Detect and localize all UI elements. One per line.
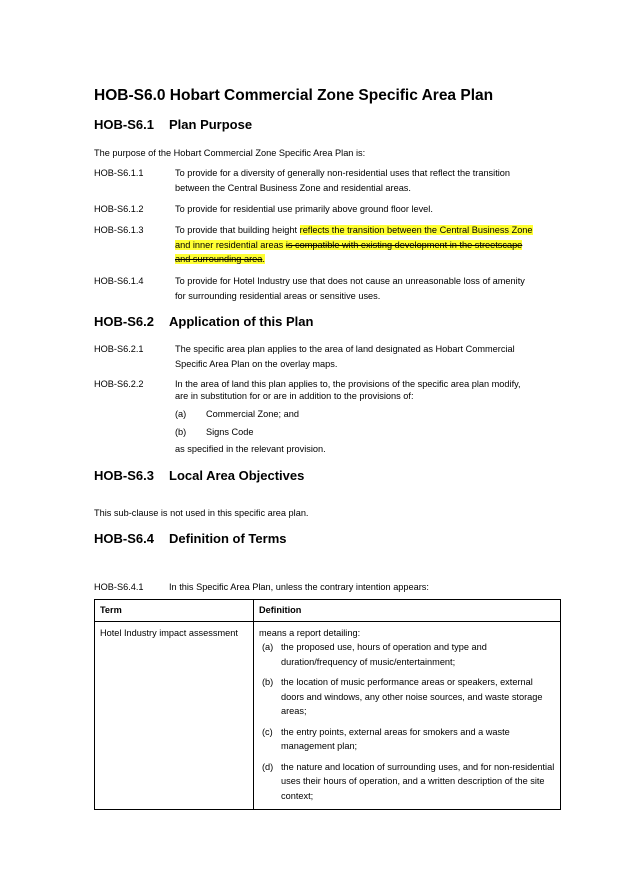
clause-hob-s6-2-1 xyxy=(94,342,534,371)
clause-text: In the area of land this plan applies to, the provisions of the specific area plan modify, are in substitution for or are in addition to the provisions of: xyxy=(175,379,521,401)
local-area-objectives-text: This sub-clause is not used in this specific area plan. xyxy=(94,508,309,518)
clause-text: To provide for residential use primarily above ground floor level. xyxy=(175,204,433,214)
clause-text: To provide for Hotel Industry use that does not cause an unreasonable loss of amenity for surrounding residential areas or sensitive uses. xyxy=(175,276,525,301)
column-header-definition: Definition xyxy=(254,600,561,622)
section-title: Definition of Terms xyxy=(169,531,287,546)
definition-item-label: (b) xyxy=(262,677,274,687)
clause-number: HOB-S6.2.2 xyxy=(94,379,144,389)
application-tail-text: as specified in the relevant provision. xyxy=(175,444,326,454)
list-label: (b) xyxy=(175,427,187,437)
definition-item-text: the entry points, external areas for smokers and a waste management plan; xyxy=(281,726,510,751)
section-heading-plan-purpose xyxy=(94,117,252,132)
term-cell: Hotel Industry impact assessment xyxy=(95,622,254,810)
clause-text-plain: To provide that building height xyxy=(175,225,300,235)
clause-text xyxy=(175,223,534,267)
section-title: Local Area Objectives xyxy=(169,468,305,483)
definition-intro: means a report detailing: xyxy=(259,628,361,638)
definition-item xyxy=(259,760,555,804)
highlighted-insertion: reflects the transition between the Central Business Zone and inner residential areas is compatible with existing development in the streetscape and surrounding area. xyxy=(175,225,533,264)
section-number: HOB-S6.3 xyxy=(94,468,154,483)
clause-number: HOB-S6.1.1 xyxy=(94,168,144,178)
clause-text: The specific area plan applies to the area of land designated as Hobart Commercial Specific Area Plan on the overlay maps. xyxy=(175,344,515,369)
section-number: HOB-S6.1 xyxy=(94,117,154,132)
section-heading-definition-of-terms xyxy=(94,531,286,546)
page-title: HOB-S6.0 Hobart Commercial Zone Specific Area Plan xyxy=(94,87,494,104)
clause-hob-s6-1-2 xyxy=(94,202,534,217)
section-title: Application of this Plan xyxy=(169,314,314,329)
definition-cell xyxy=(254,622,561,810)
section-heading-application xyxy=(94,314,313,329)
column-header-term: Term xyxy=(95,600,254,622)
list-text: Signs Code xyxy=(206,427,254,437)
clause-hob-s6-1-1 xyxy=(94,166,534,195)
clause-number: HOB-S6.2.1 xyxy=(94,344,144,354)
clause-text: To provide for a diversity of generally non-residential uses that reflect the transition between the Central Business Zone and residential areas. xyxy=(175,168,511,193)
section-number: HOB-S6.4 xyxy=(94,531,154,546)
definition-item-label: (c) xyxy=(262,726,273,737)
section-title: Plan Purpose xyxy=(169,117,253,132)
clause-hob-s6-1-4 xyxy=(94,274,534,303)
struck-deletion: is compatible with existing development in the streetscape and surrounding area xyxy=(175,239,523,264)
clause-text: In this Specific Area Plan, unless the contrary intention appears: xyxy=(169,582,429,592)
clause-hob-s6-4-1 xyxy=(94,580,429,595)
definition-item-label: (a) xyxy=(262,642,274,652)
definition-item-label: (d) xyxy=(262,761,274,772)
clause-number: HOB-S6.4.1 xyxy=(94,582,144,592)
definition-item xyxy=(259,675,555,719)
list-label: (a) xyxy=(175,409,187,419)
definition-item-text: the proposed use, hours of operation and type and duration/frequency of music/entertainment; xyxy=(281,642,487,667)
clause-hob-s6-1-3 xyxy=(94,223,534,267)
definitions-table xyxy=(94,599,561,810)
definition-item xyxy=(259,725,555,754)
list-item xyxy=(175,409,299,419)
plan-purpose-intro: The purpose of the Hobart Commercial Zone Specific Area Plan is: xyxy=(94,148,366,158)
clause-number: HOB-S6.1.2 xyxy=(94,204,144,214)
list-item xyxy=(175,427,254,437)
clause-hob-s6-2-2 xyxy=(94,379,534,402)
clause-number: HOB-S6.1.3 xyxy=(94,225,144,235)
table-row xyxy=(95,622,561,810)
section-heading-local-area-objectives xyxy=(94,468,304,483)
list-text: Commercial Zone; and xyxy=(206,409,299,419)
definition-item-text: the location of music performance areas or speakers, external doors and windows, any other noise sources, and waste storage areas; xyxy=(281,677,543,716)
clause-number: HOB-S6.1.4 xyxy=(94,276,144,286)
table-header-row xyxy=(95,600,561,622)
section-number: HOB-S6.2 xyxy=(94,314,154,329)
definition-item-text: the nature and location of surrounding uses, and for non-residential uses their hours of operation, and a written description of the site context; xyxy=(281,761,555,801)
definition-item xyxy=(259,640,555,669)
